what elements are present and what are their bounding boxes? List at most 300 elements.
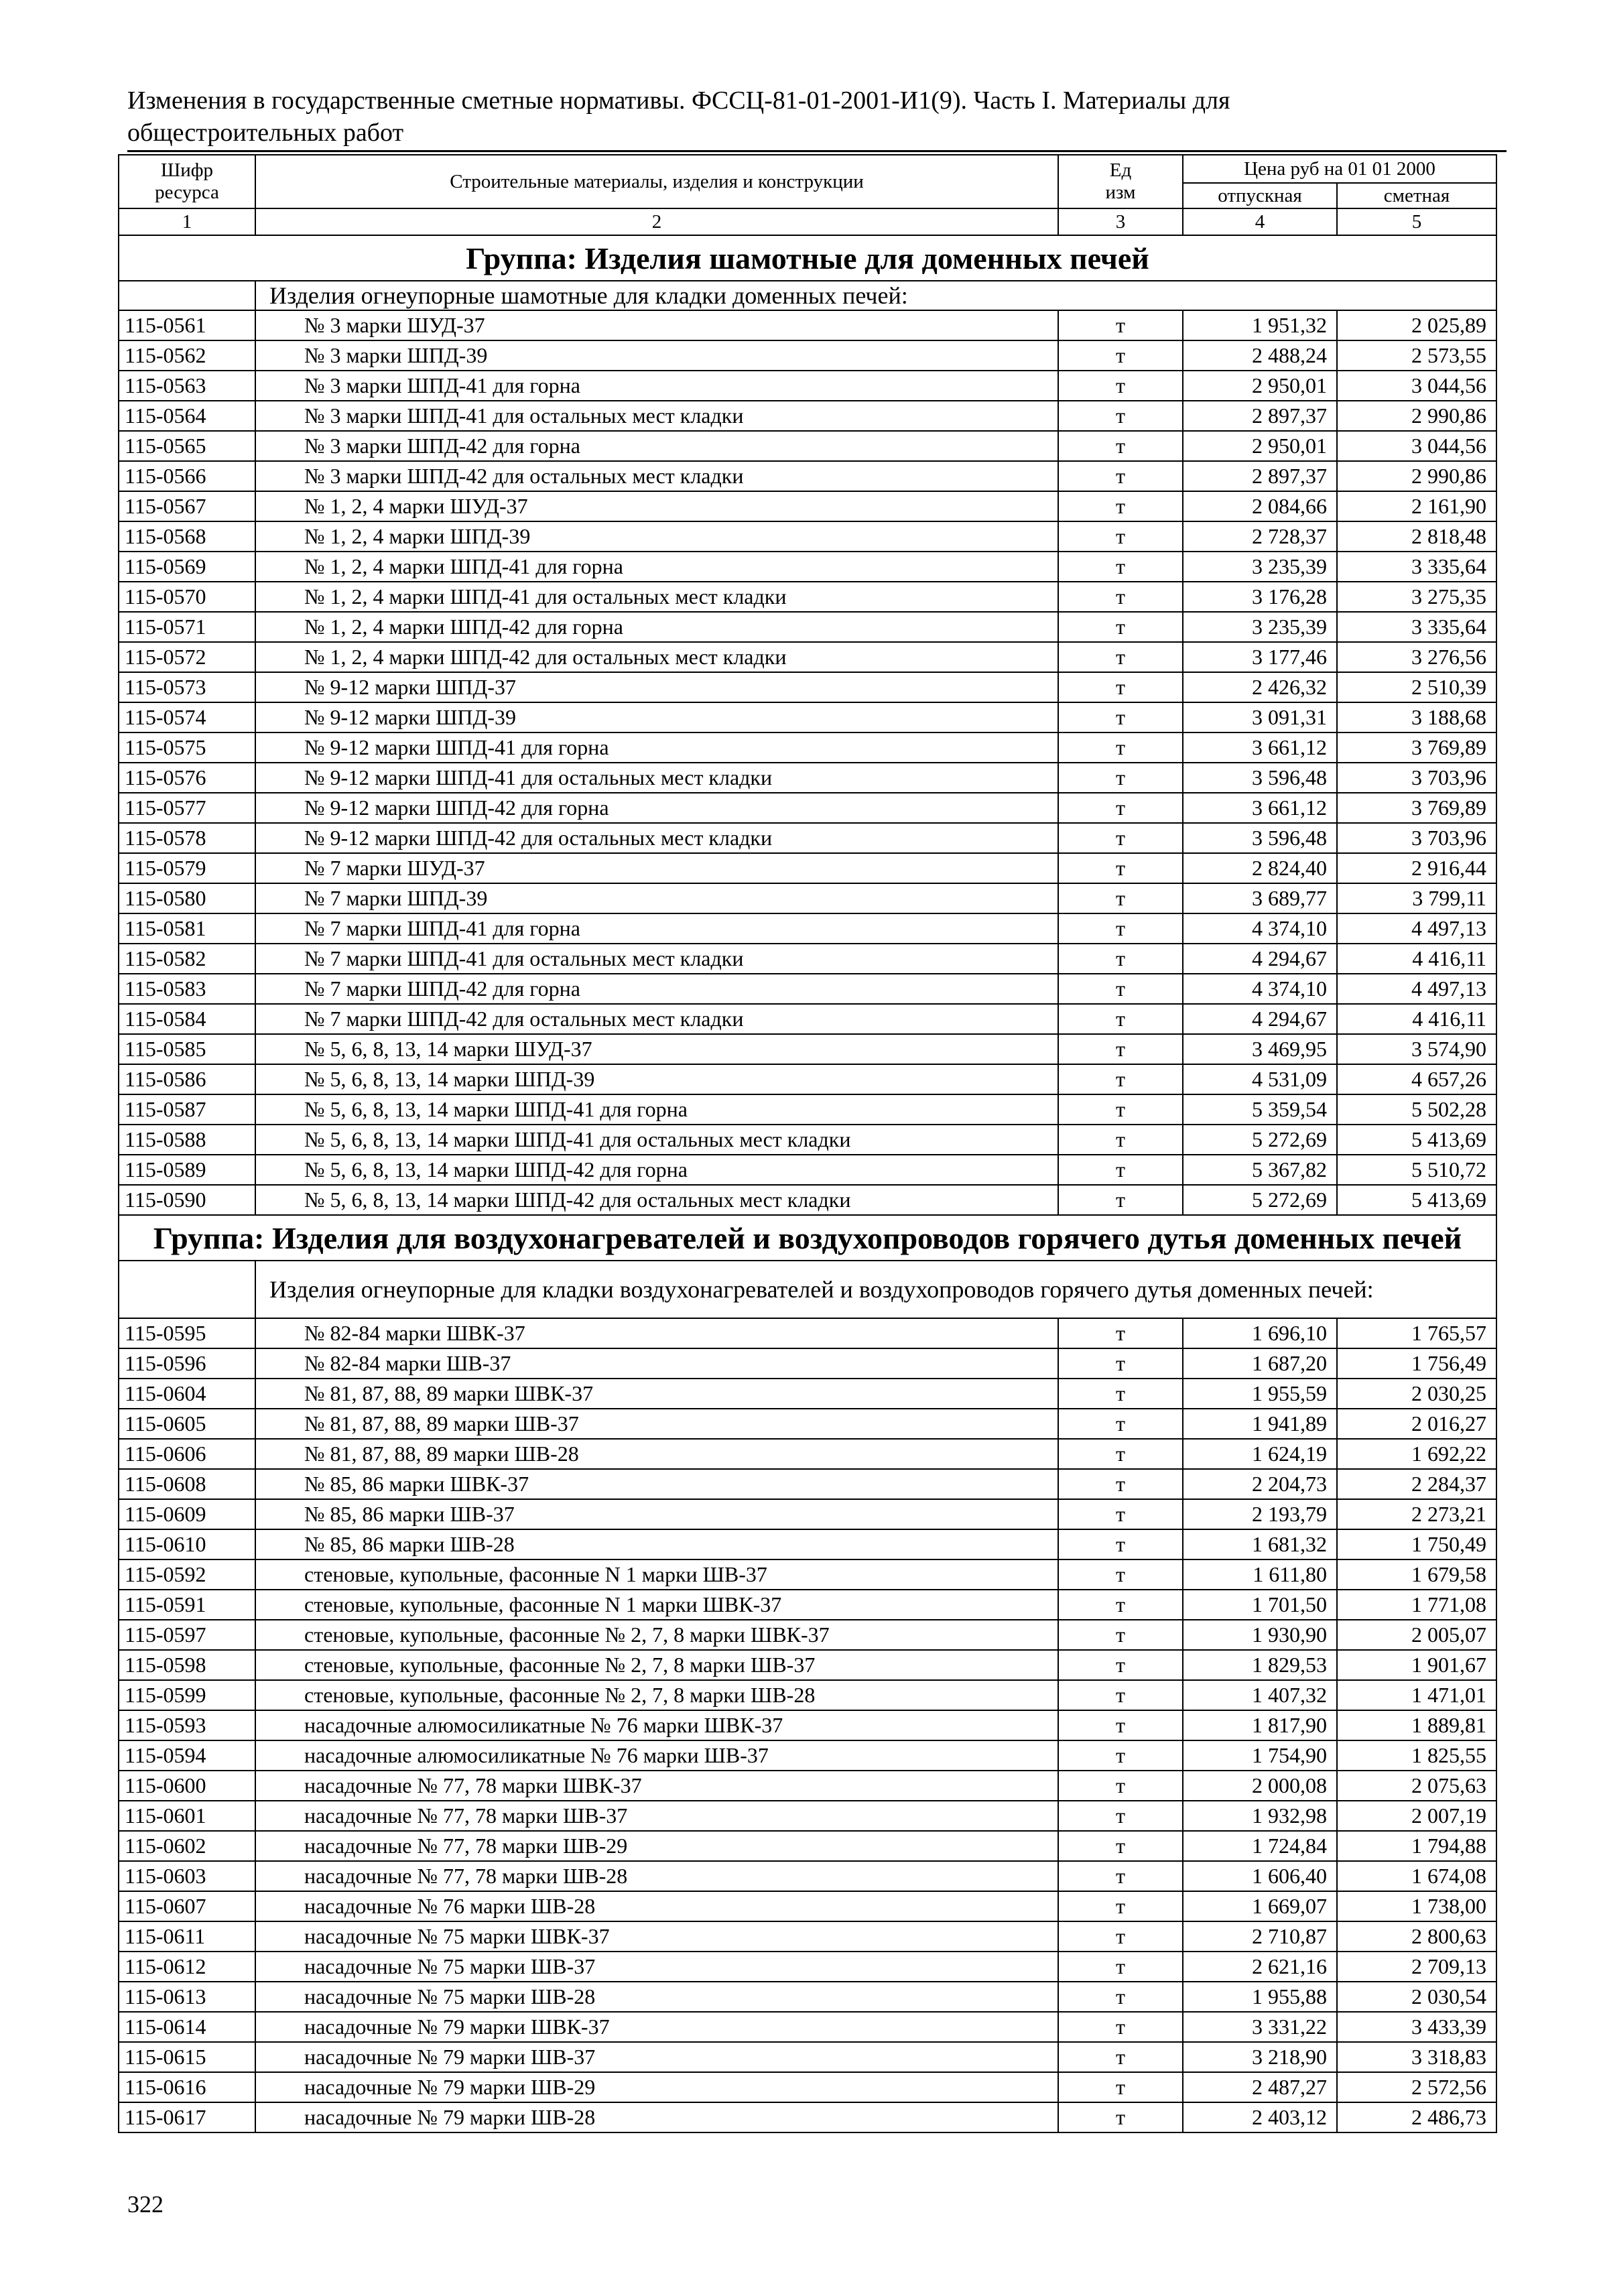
code-header-line-2: ресурса <box>155 182 219 203</box>
table-row <box>119 944 1496 974</box>
release-price: 1 754,90 <box>1183 1740 1337 1771</box>
table-row <box>119 1409 1496 1439</box>
release-price: 3 176,28 <box>1183 582 1337 612</box>
estimate-price: 3 318,83 <box>1337 2042 1496 2072</box>
resource-code: 115-0605 <box>119 1409 255 1439</box>
table-row <box>119 974 1496 1004</box>
material-name: насадочные алюмосиликатные № 76 марки ШВК-37 <box>255 1710 1058 1740</box>
table-row <box>119 1348 1496 1379</box>
release-price: 1 696,10 <box>1183 1318 1337 1348</box>
estimate-price: 2 025,89 <box>1337 310 1496 340</box>
release-price-header: отпускная <box>1183 183 1337 208</box>
estimate-price: 1 674,08 <box>1337 1861 1496 1891</box>
unit-cell: т <box>1058 461 1183 491</box>
unit-cell: т <box>1058 340 1183 371</box>
unit-cell: т <box>1058 763 1183 793</box>
material-name: стеновые, купольные, фасонные N 1 марки ШВ-37 <box>255 1559 1058 1590</box>
resource-code: 115-0584 <box>119 1004 255 1034</box>
release-price: 4 294,67 <box>1183 1004 1337 1034</box>
release-price: 3 235,39 <box>1183 612 1337 642</box>
resource-code: 115-0561 <box>119 310 255 340</box>
table-row <box>119 1469 1496 1499</box>
table-row <box>119 732 1496 763</box>
material-name: № 3 марки ШПД-42 для остальных мест кладки <box>255 461 1058 491</box>
release-price: 2 000,08 <box>1183 1771 1337 1801</box>
release-price: 2 488,24 <box>1183 340 1337 371</box>
code-column-header <box>119 155 255 208</box>
unit-cell: т <box>1058 1348 1183 1379</box>
estimate-price: 1 765,57 <box>1337 1318 1496 1348</box>
resource-code: 115-0610 <box>119 1529 255 1559</box>
estimate-price: 2 709,13 <box>1337 1952 1496 1982</box>
table-row <box>119 1620 1496 1650</box>
material-name: насадочные № 79 марки ШВК-37 <box>255 2012 1058 2042</box>
unit-cell: т <box>1058 612 1183 642</box>
column-number: 2 <box>255 208 1058 235</box>
material-name: № 5, 6, 8, 13, 14 марки ШПД-41 для горна <box>255 1094 1058 1125</box>
material-name: № 5, 6, 8, 13, 14 марки ШУД-37 <box>255 1034 1058 1064</box>
estimate-price: 2 030,25 <box>1337 1379 1496 1409</box>
unit-cell: т <box>1058 2042 1183 2072</box>
material-name: № 82-84 марки ШВ-37 <box>255 1348 1058 1379</box>
estimate-price: 3 276,56 <box>1337 642 1496 672</box>
material-name: № 9-12 марки ШПД-37 <box>255 672 1058 702</box>
resource-code: 115-0572 <box>119 642 255 672</box>
resource-code: 115-0576 <box>119 763 255 793</box>
table-row <box>119 1318 1496 1348</box>
release-price: 1 829,53 <box>1183 1650 1337 1680</box>
resource-code: 115-0592 <box>119 1559 255 1590</box>
table-row <box>119 371 1496 401</box>
resource-code: 115-0588 <box>119 1125 255 1155</box>
material-name: насадочные № 75 марки ШВ-28 <box>255 1982 1058 2012</box>
unit-cell: т <box>1058 401 1183 431</box>
material-name: № 1, 2, 4 марки ШУД-37 <box>255 491 1058 521</box>
resource-code: 115-0597 <box>119 1620 255 1650</box>
table-row <box>119 1379 1496 1409</box>
release-price: 3 596,48 <box>1183 763 1337 793</box>
resource-code: 115-0608 <box>119 1469 255 1499</box>
resource-code: 115-0563 <box>119 371 255 401</box>
estimate-price: 3 574,90 <box>1337 1034 1496 1064</box>
release-price: 5 272,69 <box>1183 1185 1337 1215</box>
unit-cell: т <box>1058 853 1183 883</box>
material-name: № 3 марки ШПД-41 для горна <box>255 371 1058 401</box>
unit-cell: т <box>1058 1469 1183 1499</box>
release-price: 1 941,89 <box>1183 1409 1337 1439</box>
table-body <box>119 235 1496 2132</box>
release-price: 2 193,79 <box>1183 1499 1337 1529</box>
estimate-price: 1 738,00 <box>1337 1891 1496 1921</box>
table-row <box>119 1004 1496 1034</box>
resource-code: 115-0582 <box>119 944 255 974</box>
estimate-price: 4 416,11 <box>1337 1004 1496 1034</box>
table-row <box>119 1185 1496 1215</box>
material-name: № 3 марки ШПД-41 для остальных мест кладки <box>255 401 1058 431</box>
estimate-price: 3 769,89 <box>1337 732 1496 763</box>
table-row <box>119 340 1496 371</box>
table-row <box>119 793 1496 823</box>
resource-code: 115-0585 <box>119 1034 255 1064</box>
estimate-price: 5 413,69 <box>1337 1185 1496 1215</box>
document-header <box>127 84 1401 149</box>
release-price: 2 084,66 <box>1183 491 1337 521</box>
column-number: 1 <box>119 208 255 235</box>
table-row <box>119 310 1496 340</box>
unit-cell: т <box>1058 1650 1183 1680</box>
group-title: Группа: Изделия шамотные для доменных печей <box>119 235 1496 281</box>
resource-code: 115-0570 <box>119 582 255 612</box>
resource-code: 115-0604 <box>119 1379 255 1409</box>
unit-cell: т <box>1058 1620 1183 1650</box>
release-price: 2 950,01 <box>1183 431 1337 461</box>
estimate-price: 3 799,11 <box>1337 883 1496 913</box>
release-price: 1 930,90 <box>1183 1620 1337 1650</box>
unit-cell: т <box>1058 521 1183 552</box>
estimate-price: 2 990,86 <box>1337 401 1496 431</box>
table-row <box>119 1801 1496 1831</box>
unit-cell: т <box>1058 1034 1183 1064</box>
estimate-price: 5 510,72 <box>1337 1155 1496 1185</box>
release-price: 4 294,67 <box>1183 944 1337 974</box>
release-price: 3 218,90 <box>1183 2042 1337 2072</box>
resource-code: 115-0573 <box>119 672 255 702</box>
unit-cell: т <box>1058 702 1183 732</box>
resource-code: 115-0599 <box>119 1680 255 1710</box>
material-name: № 81, 87, 88, 89 марки ШВ-28 <box>255 1439 1058 1469</box>
unit-cell: т <box>1058 1379 1183 1409</box>
release-price: 1 955,88 <box>1183 1982 1337 2012</box>
estimate-price: 2 007,19 <box>1337 1801 1496 1831</box>
table-row <box>119 582 1496 612</box>
resource-code: 115-0589 <box>119 1155 255 1185</box>
unit-cell: т <box>1058 1740 1183 1771</box>
resource-code: 115-0611 <box>119 1921 255 1952</box>
estimate-price: 2 573,55 <box>1337 340 1496 371</box>
estimate-price: 1 771,08 <box>1337 1590 1496 1620</box>
estimate-price: 3 044,56 <box>1337 431 1496 461</box>
column-number: 5 <box>1337 208 1496 235</box>
header-divider <box>127 150 1507 152</box>
resource-code: 115-0613 <box>119 1982 255 2012</box>
resource-code: 115-0581 <box>119 913 255 944</box>
estimate-price: 1 679,58 <box>1337 1559 1496 1590</box>
name-column-header: Строительные материалы, изделия и конструкции <box>255 155 1058 208</box>
group-title-row <box>119 1215 1496 1261</box>
release-price: 4 531,09 <box>1183 1064 1337 1094</box>
group-title-row <box>119 235 1496 281</box>
unit-column-header <box>1058 155 1183 208</box>
group-subtitle: Изделия огнеупорные для кладки воздухонагревателей и воздухопроводов горячего дутья доменных печей: <box>255 1261 1496 1318</box>
resource-code: 115-0600 <box>119 1771 255 1801</box>
material-name: № 5, 6, 8, 13, 14 марки ШПД-42 для остальных мест кладки <box>255 1185 1058 1215</box>
release-price: 2 403,12 <box>1183 2102 1337 2132</box>
release-price: 1 817,90 <box>1183 1710 1337 1740</box>
unit-cell: т <box>1058 582 1183 612</box>
unit-cell: т <box>1058 1064 1183 1094</box>
estimate-price: 2 005,07 <box>1337 1620 1496 1650</box>
unit-cell: т <box>1058 672 1183 702</box>
code-header-line-1: Шифр <box>160 160 214 181</box>
table-row <box>119 1125 1496 1155</box>
material-name: № 9-12 марки ШПД-39 <box>255 702 1058 732</box>
resource-code: 115-0595 <box>119 1318 255 1348</box>
unit-cell: т <box>1058 1921 1183 1952</box>
table-row <box>119 1439 1496 1469</box>
estimate-price: 1 825,55 <box>1337 1740 1496 1771</box>
release-price: 1 951,32 <box>1183 310 1337 340</box>
subtitle-spacer <box>119 281 255 310</box>
resource-code: 115-0609 <box>119 1499 255 1529</box>
subtitle-spacer <box>119 1261 255 1318</box>
table-row <box>119 2012 1496 2042</box>
unit-cell: т <box>1058 1559 1183 1590</box>
resource-code: 115-0587 <box>119 1094 255 1125</box>
resource-code: 115-0574 <box>119 702 255 732</box>
estimate-price: 3 703,96 <box>1337 823 1496 853</box>
table-row <box>119 1921 1496 1952</box>
resource-code: 115-0603 <box>119 1861 255 1891</box>
group-subtitle: Изделия огнеупорные шамотные для кладки доменных печей: <box>255 281 1496 310</box>
resource-code: 115-0617 <box>119 2102 255 2132</box>
release-price: 5 272,69 <box>1183 1125 1337 1155</box>
price-column-header: Цена руб на 01 01 2000 <box>1183 155 1496 183</box>
unit-cell: т <box>1058 1861 1183 1891</box>
resource-code: 115-0575 <box>119 732 255 763</box>
material-name: насадочные № 76 марки ШВ-28 <box>255 1891 1058 1921</box>
release-price: 1 606,40 <box>1183 1861 1337 1891</box>
material-name: № 1, 2, 4 марки ШПД-42 для остальных мест кладки <box>255 642 1058 672</box>
unit-cell: т <box>1058 1439 1183 1469</box>
column-number-row <box>119 208 1496 235</box>
release-price: 1 669,07 <box>1183 1891 1337 1921</box>
estimate-price: 1 471,01 <box>1337 1680 1496 1710</box>
material-name: насадочные № 79 марки ШВ-28 <box>255 2102 1058 2132</box>
table-row <box>119 1034 1496 1064</box>
resource-code: 115-0615 <box>119 2042 255 2072</box>
unit-cell: т <box>1058 823 1183 853</box>
release-price: 2 204,73 <box>1183 1469 1337 1499</box>
unit-cell: т <box>1058 1529 1183 1559</box>
table-row <box>119 1740 1496 1771</box>
resource-code: 115-0562 <box>119 340 255 371</box>
material-name: № 9-12 марки ШПД-42 для горна <box>255 793 1058 823</box>
table-row <box>119 1559 1496 1590</box>
estimate-price: 1 889,81 <box>1337 1710 1496 1740</box>
estimate-price: 4 497,13 <box>1337 974 1496 1004</box>
estimate-price: 5 413,69 <box>1337 1125 1496 1155</box>
release-price: 2 897,37 <box>1183 401 1337 431</box>
estimate-price-header: сметная <box>1337 183 1496 208</box>
unit-cell: т <box>1058 491 1183 521</box>
unit-cell: т <box>1058 2102 1183 2132</box>
table-row <box>119 491 1496 521</box>
unit-cell: т <box>1058 1409 1183 1439</box>
unit-cell: т <box>1058 793 1183 823</box>
unit-cell: т <box>1058 1125 1183 1155</box>
material-name: № 81, 87, 88, 89 марки ШВК-37 <box>255 1379 1058 1409</box>
table-row <box>119 1094 1496 1125</box>
material-name: № 5, 6, 8, 13, 14 марки ШПД-42 для горна <box>255 1155 1058 1185</box>
material-name: № 3 марки ШПД-42 для горна <box>255 431 1058 461</box>
unit-cell: т <box>1058 1710 1183 1740</box>
estimate-price: 3 044,56 <box>1337 371 1496 401</box>
table-row <box>119 521 1496 552</box>
estimate-price: 2 030,54 <box>1337 1982 1496 2012</box>
table-row <box>119 913 1496 944</box>
estimate-price: 4 497,13 <box>1337 913 1496 944</box>
resource-code: 115-0565 <box>119 431 255 461</box>
header-line-2: общестроительных работ <box>127 119 404 147</box>
material-name: № 7 марки ШПД-42 для горна <box>255 974 1058 1004</box>
table-row <box>119 1861 1496 1891</box>
release-price: 1 407,32 <box>1183 1680 1337 1710</box>
table-row <box>119 1831 1496 1861</box>
table-row <box>119 763 1496 793</box>
table-row <box>119 823 1496 853</box>
resource-code: 115-0596 <box>119 1348 255 1379</box>
group-subtitle-row <box>119 1261 1496 1318</box>
table-row <box>119 1710 1496 1740</box>
release-price: 3 689,77 <box>1183 883 1337 913</box>
release-price: 2 728,37 <box>1183 521 1337 552</box>
table-row <box>119 1650 1496 1680</box>
material-name: № 7 марки ШПД-41 для горна <box>255 913 1058 944</box>
table-row <box>119 702 1496 732</box>
material-name: № 9-12 марки ШПД-41 для горна <box>255 732 1058 763</box>
resource-code: 115-0577 <box>119 793 255 823</box>
resource-code: 115-0583 <box>119 974 255 1004</box>
table-row <box>119 1982 1496 2012</box>
estimate-price: 2 016,27 <box>1337 1409 1496 1439</box>
resource-code: 115-0594 <box>119 1740 255 1771</box>
resource-code: 115-0601 <box>119 1801 255 1831</box>
unit-header-line-1: Ед <box>1109 160 1132 181</box>
unit-cell: т <box>1058 1982 1183 2012</box>
release-price: 2 897,37 <box>1183 461 1337 491</box>
estimate-price: 2 990,86 <box>1337 461 1496 491</box>
material-name: № 3 марки ШПД-39 <box>255 340 1058 371</box>
table-row <box>119 1771 1496 1801</box>
unit-cell: т <box>1058 1185 1183 1215</box>
release-price: 3 177,46 <box>1183 642 1337 672</box>
resource-code: 115-0614 <box>119 2012 255 2042</box>
unit-cell: т <box>1058 883 1183 913</box>
release-price: 3 091,31 <box>1183 702 1337 732</box>
unit-cell: т <box>1058 1680 1183 1710</box>
page-number: 322 <box>127 2191 164 2218</box>
release-price: 1 701,50 <box>1183 1590 1337 1620</box>
estimate-price: 2 800,63 <box>1337 1921 1496 1952</box>
unit-cell: т <box>1058 310 1183 340</box>
estimate-price: 3 433,39 <box>1337 2012 1496 2042</box>
estimate-price: 1 794,88 <box>1337 1831 1496 1861</box>
table-row <box>119 461 1496 491</box>
table-row <box>119 1064 1496 1094</box>
material-name: № 1, 2, 4 марки ШПД-41 для горна <box>255 552 1058 582</box>
estimate-price: 4 657,26 <box>1337 1064 1496 1094</box>
release-price: 1 624,19 <box>1183 1439 1337 1469</box>
resource-code: 115-0569 <box>119 552 255 582</box>
material-name: № 85, 86 марки ШВ-28 <box>255 1529 1058 1559</box>
table-row <box>119 2072 1496 2102</box>
estimate-price: 3 769,89 <box>1337 793 1496 823</box>
table-row <box>119 1680 1496 1710</box>
material-name: насадочные № 77, 78 марки ШВК-37 <box>255 1771 1058 1801</box>
unit-cell: т <box>1058 371 1183 401</box>
resource-code: 115-0564 <box>119 401 255 431</box>
resource-code: 115-0598 <box>119 1650 255 1680</box>
material-name: № 7 марки ШПД-41 для остальных мест кладки <box>255 944 1058 974</box>
price-table <box>118 154 1497 2133</box>
unit-cell: т <box>1058 1891 1183 1921</box>
table-row <box>119 642 1496 672</box>
unit-cell: т <box>1058 913 1183 944</box>
release-price: 3 235,39 <box>1183 552 1337 582</box>
release-price: 3 661,12 <box>1183 732 1337 763</box>
table-row <box>119 672 1496 702</box>
estimate-price: 2 284,37 <box>1337 1469 1496 1499</box>
unit-cell: т <box>1058 1318 1183 1348</box>
header-line-1: Изменения в государственные сметные нормативы. ФССЦ-81-01-2001-И1(9). Часть I. Материалы для <box>127 86 1230 115</box>
estimate-price: 2 572,56 <box>1337 2072 1496 2102</box>
release-price: 3 661,12 <box>1183 793 1337 823</box>
material-name: № 7 марки ШПД-42 для остальных мест кладки <box>255 1004 1058 1034</box>
material-name: № 9-12 марки ШПД-41 для остальных мест кладки <box>255 763 1058 793</box>
estimate-price: 4 416,11 <box>1337 944 1496 974</box>
unit-cell: т <box>1058 1155 1183 1185</box>
table-row <box>119 612 1496 642</box>
release-price: 1 687,20 <box>1183 1348 1337 1379</box>
table-row <box>119 401 1496 431</box>
resource-code: 115-0578 <box>119 823 255 853</box>
material-name: насадочные алюмосиликатные № 76 марки ШВ-37 <box>255 1740 1058 1771</box>
material-name: № 85, 86 марки ШВК-37 <box>255 1469 1058 1499</box>
release-price: 2 950,01 <box>1183 371 1337 401</box>
table-row <box>119 1529 1496 1559</box>
group-title: Группа: Изделия для воздухонагревателей и воздухопроводов горячего дутья доменных печей <box>119 1215 1496 1261</box>
unit-cell: т <box>1058 1771 1183 1801</box>
table-row <box>119 1590 1496 1620</box>
estimate-price: 2 916,44 <box>1337 853 1496 883</box>
material-name: насадочные № 77, 78 марки ШВ-37 <box>255 1801 1058 1831</box>
resource-code: 115-0566 <box>119 461 255 491</box>
release-price: 1 955,59 <box>1183 1379 1337 1409</box>
table-row <box>119 2042 1496 2072</box>
estimate-price: 1 692,22 <box>1337 1439 1496 1469</box>
unit-cell: т <box>1058 552 1183 582</box>
unit-cell: т <box>1058 1499 1183 1529</box>
release-price: 4 374,10 <box>1183 913 1337 944</box>
material-name: № 81, 87, 88, 89 марки ШВ-37 <box>255 1409 1058 1439</box>
table-row <box>119 431 1496 461</box>
unit-cell: т <box>1058 642 1183 672</box>
estimate-price: 3 335,64 <box>1337 552 1496 582</box>
estimate-price: 1 901,67 <box>1337 1650 1496 1680</box>
resource-code: 115-0579 <box>119 853 255 883</box>
release-price: 5 367,82 <box>1183 1155 1337 1185</box>
resource-code: 115-0591 <box>119 1590 255 1620</box>
release-price: 4 374,10 <box>1183 974 1337 1004</box>
resource-code: 115-0580 <box>119 883 255 913</box>
material-name: стеновые, купольные, фасонные № 2, 7, 8 марки ШВ-28 <box>255 1680 1058 1710</box>
resource-code: 115-0593 <box>119 1710 255 1740</box>
estimate-price: 1 750,49 <box>1337 1529 1496 1559</box>
estimate-price: 2 161,90 <box>1337 491 1496 521</box>
material-name: № 82-84 марки ШВК-37 <box>255 1318 1058 1348</box>
estimate-price: 5 502,28 <box>1337 1094 1496 1125</box>
unit-cell: т <box>1058 2072 1183 2102</box>
